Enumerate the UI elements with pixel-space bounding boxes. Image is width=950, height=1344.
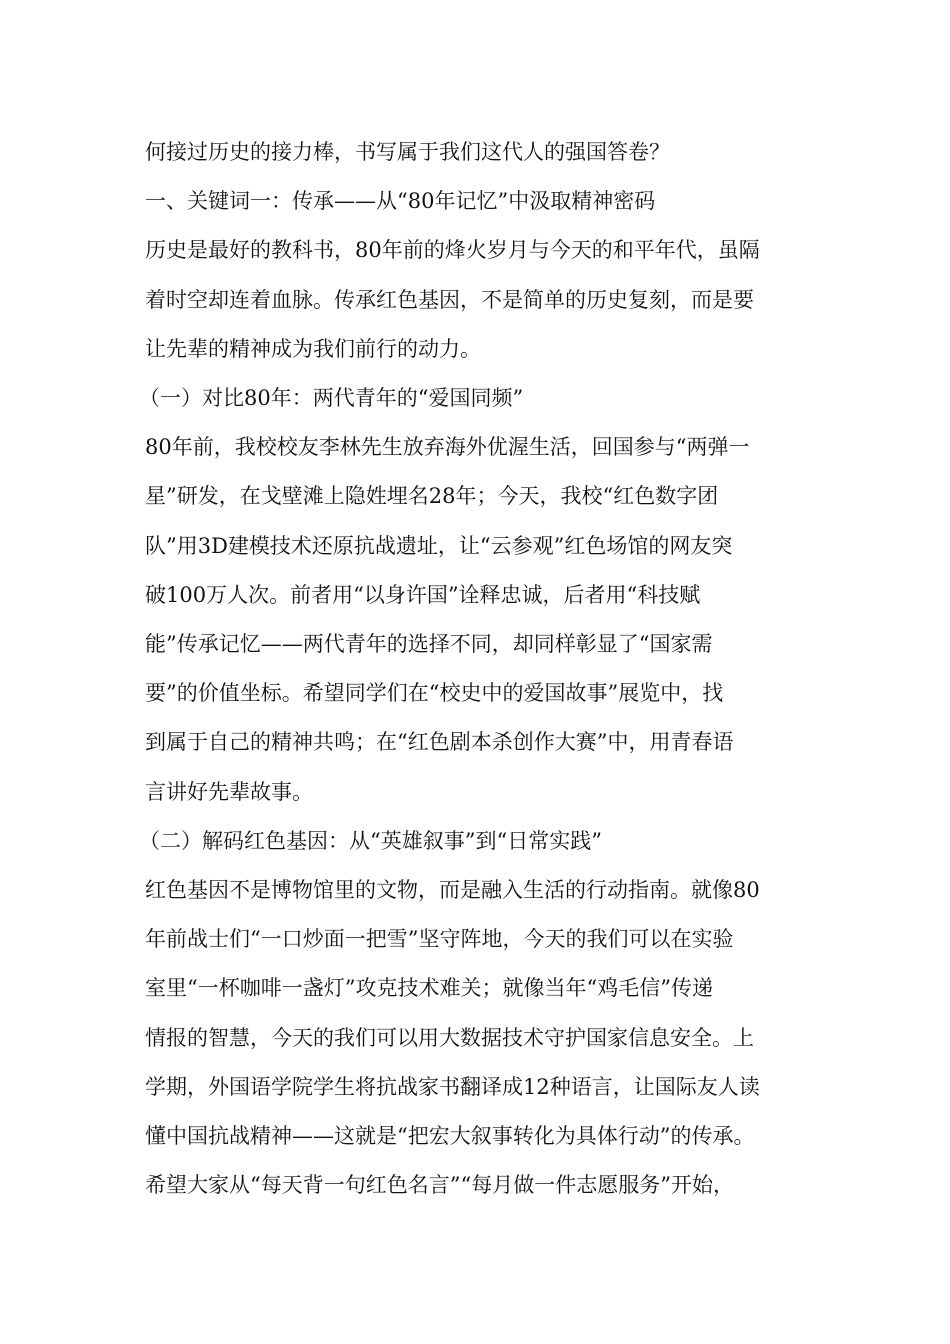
text-line: 要”的价值坐标。希望同学们在“校史中的爱国故事”展览中，找 <box>145 681 724 706</box>
section-heading: 一、关键词一：传承——从“80年记忆”中汲取精神密码 <box>145 189 656 214</box>
text-line: 能”传承记忆——两代青年的选择不同，却同样彰显了“国家需 <box>145 632 713 657</box>
document-body <box>139 128 825 1210</box>
text-line: 何接过历史的接力棒，书写属于我们这代人的强国答卷？ <box>145 140 670 164</box>
subsection-heading: （一）对比80年：两代青年的“爱国同频” <box>139 386 524 411</box>
text-line: 着时空却连着血脉。传承红色基因，不是简单的历史复刻，而是要 <box>145 287 754 312</box>
text-line: 年前战士们“一口炒面一把雪”坚守阵地，今天的我们可以在实验 <box>145 927 734 952</box>
text-line: 队”用3D建模技术还原抗战遗址，让“云参观”红色场馆的网友突 <box>145 533 733 558</box>
text-line: 80年前，我校校友李林先生放弃海外优渥生活，回国参与“两弹一 <box>145 435 750 460</box>
text-line: 到属于自己的精神共鸣；在“红色剧本杀创作大赛”中，用青春语 <box>145 730 734 755</box>
text-line: 学期，外国语学院学生将抗战家书翻译成12种语言，让国际友人读 <box>145 1074 760 1099</box>
text-line: 情报的智慧，今天的我们可以用大数据技术守护国家信息安全。上 <box>145 1025 754 1050</box>
text-line: 懂中国抗战精神——这就是“把宏大叙事转化为具体行动”的传承。 <box>145 1124 755 1149</box>
text-line: 红色基因不是博物馆里的文物，而是融入生活的行动指南。就像80 <box>145 878 760 903</box>
text-line: 言讲好先辈故事。 <box>145 779 313 804</box>
text-line: 破100万人次。前者用“以身许国”诠释忠诚，后者用“科技赋 <box>145 582 701 607</box>
text-line: 让先辈的精神成为我们前行的动力。 <box>145 336 481 361</box>
text-line: 历史是最好的教科书，80年前的烽火岁月与今天的和平年代，虽隔 <box>145 238 760 263</box>
text-line: 室里“一杯咖啡一盏灯”攻克技术难关；就像当年“鸡毛信”传递 <box>145 976 713 1001</box>
subsection-heading: （二）解码红色基因：从“英雄叙事”到“日常实践” <box>139 828 602 853</box>
text-line: 星”研发，在戈壁滩上隐姓埋名28年；今天，我校“红色数字团 <box>145 484 719 509</box>
text-line: 希望大家从“每天背一句红色名言”“每月做一件志愿服务”开始， <box>145 1173 734 1198</box>
